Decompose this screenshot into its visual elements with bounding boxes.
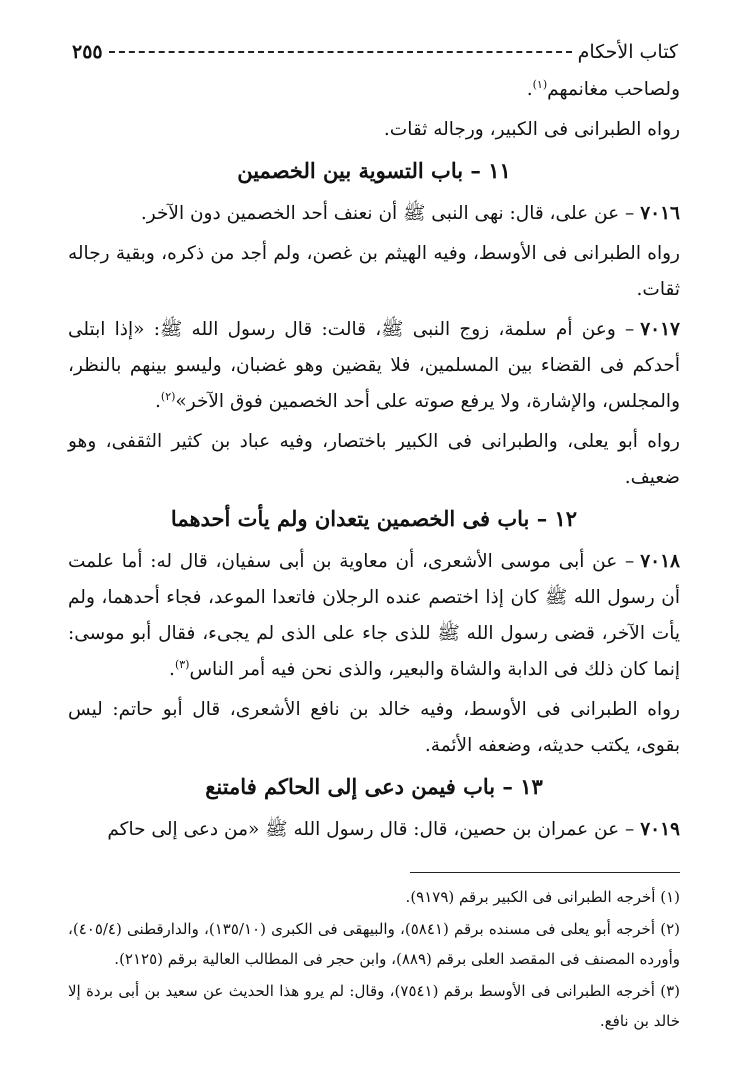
paragraph-continuation: ولصاحب مغانمهم$^{(١)}$. — [526, 77, 680, 100]
running-header — [72, 38, 678, 66]
hadith-7017: ٧٠١٧– وعن أم سلمة، زوج النبى ﷺ، قالت: قال رسول الله ﷺ: «إذا ابتلى أحدكم فى القضاء بين المسلمين، فلا يقضين وهو غضبان، وليسو بينهم بالنظر، والمجلس، والإشارة، ولا يرفع صوته على أحد الخصمين فوق الآخر»$^{(٢)}$. — [68, 319, 680, 412]
footnote-1: (١) أخرجه الطبرانى فى الكبير برقم (٩١٧٩). — [405, 888, 680, 906]
hadith-number: ٧٠١٩ — [640, 819, 680, 840]
footnote-separator — [410, 872, 680, 873]
footnotes — [68, 882, 680, 1038]
main-text — [68, 72, 680, 852]
hadith-number: ٧٠١٧ — [640, 319, 680, 340]
hadith-7018-source: رواه الطبرانى فى الأوسط، وفيه خالد بن نافع الأشعرى، قال أبو حاتم: ليس بقوى، يكتب حديثه، وضعفه الأئمة. — [68, 699, 680, 756]
hadith-number: ٧٠١٨ — [640, 551, 680, 572]
hadith-7016: ٧٠١٦– عن على، قال: نهى النبى ﷺ أن نعنف أحد الخصمين دون الآخر. — [140, 203, 680, 224]
hadith-7017-source: رواه أبو يعلى، والطبرانى فى الكبير باختصار، وفيه عباد بن كثير الثقفى، وهو ضعيف. — [68, 431, 680, 488]
chapter-heading-13: ١٣ – باب فيمن دعى إلى الحاكم فامتنع — [205, 774, 543, 799]
hadith-number: ٧٠١٦ — [640, 203, 680, 224]
paragraph-source: رواه الطبرانى فى الكبير، ورجاله ثقات. — [383, 119, 680, 140]
hadith-7019: ٧٠١٩– عن عمران بن حصين، قال: قال رسول الله ﷺ «من دعى إلى حاكم — [107, 819, 680, 840]
hadith-7018: ٧٠١٨– عن أبى موسى الأشعرى، أن معاوية بن أبى سفيان، قال له: أما علمت أن رسول الله ﷺ كان إذا اختصم عنده الرجلان فاتعدا الموعد، فجاء أحدهما، ولم يأت الآخر، قضى رسول الله ﷺ للذى جاء على الذى لم يجىء، فقال أبو موسى: إنما كان ذلك فى الدابة والشاة والبعير، والذى نحن فيه أمر الناس$^{(٣)}$. — [68, 551, 680, 680]
header-dashed-rule — [109, 51, 572, 53]
footnote-ref-1: (١) — [532, 77, 548, 91]
footnote-2: (٢) أخرجه أبو يعلى فى مسنده برقم (٥٨٤١)، والبيهقى فى الكبرى (١٣٥/١٠)، والدارقطنى (٤٠٥/٤)، وأورده المصنف فى المقصد العلى برقم (٨٨٩)، وابن حجر فى المطالب العالية برقم (٢١٢٥). — [68, 920, 680, 968]
hadith-7016-source: رواه الطبرانى فى الأوسط، وفيه الهيثم بن غصن، ولم أجد من ذكره، وبقية رجاله ثقات. — [68, 243, 680, 300]
footnote-ref-2: (٢) — [160, 389, 176, 403]
chapter-heading-11: ١١ – باب التسوية بين الخصمين — [237, 158, 511, 183]
footnote-ref-3: (٣) — [174, 657, 190, 671]
page-number: ٢٥٥ — [72, 41, 103, 63]
book-title: كتاب الأحكام — [577, 41, 678, 63]
footnote-3: (٣) أخرجه الطبرانى فى الأوسط برقم (٧٥٤١)، وقال: لم يرو هذا الحديث عن سعيد بن أبى بردة إلا خالد بن نافع. — [68, 982, 680, 1030]
chapter-heading-12: ١٢ – باب فى الخصمين يتعدان ولم يأت أحدهما — [170, 506, 578, 531]
